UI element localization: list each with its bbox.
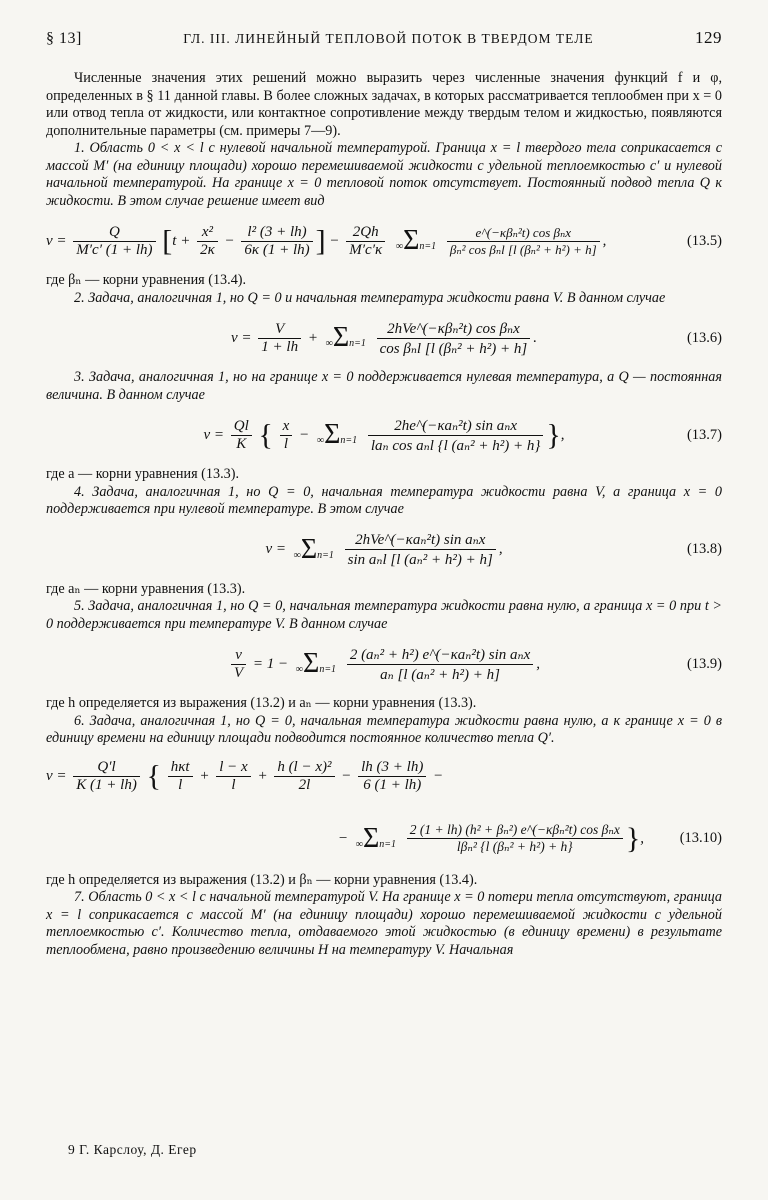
equation-13-6: v = $\frac{V}{1 + lh}$ + ∞Σn=1 $\frac{\text{2hVe\textasciicircum{}(−κβₙ²t) cos βₙx}}{\text{cos βₙl [l (βₙ² + h²) + h]}}$ . (13.6) xyxy=(231,320,722,357)
footer-signature: 9 Г. Карслоу, Д. Егер xyxy=(68,1142,197,1157)
problem-7-text: 7. Область 0 < x < l с начальной температурой V. На границе x = 0 потери тепла отсутствуют, граница x = l соприкасается с массой M′ (на единицу площади) хорошо перемешиваемой жидкости с удельной теплоемкостью c′. Количество тепла, отдаваемого этой жидкостью (в единицу времени) в результате теплообмена, равно произведению величины H на температуру V. Начальная xyxy=(46,889,722,958)
equation-label: (13.6) xyxy=(686,329,722,346)
sum-sign: ∞Σn=1 xyxy=(325,322,366,353)
fraction: $\frac{\text{hκt}}{l}$ xyxy=(168,759,193,794)
where-text: где h определяется из выражения (13.2) и βₙ — корни уравнения (13.4). xyxy=(46,871,478,888)
sum-sign: ∞Σn=1 xyxy=(395,225,437,256)
fraction: $\frac{2Qh}{M'c'\kappa}$ xyxy=(346,224,385,259)
fraction: $\frac{l - x}{l}$ xyxy=(216,759,250,794)
fraction: $\frac{Ql}{K}$ xyxy=(231,418,252,453)
sum-sign: ∞Σn=1 xyxy=(293,533,334,565)
problem-5-text: 5. Задача, аналогичная 1, но Q = 0, начальная температура жидкости равна нулю, а граница x = 0 при t > 0 поддерживается при температуре V. В данном случае xyxy=(46,598,722,632)
fraction: $\frac{lh (3 + lh)}{6 (1 + lh)}$ xyxy=(358,759,426,794)
fraction: $\frac{\text{2hVe\textasciicircum{}(−κaₙ²t) sin aₙx}}{\text{sin aₙl [l (aₙ² + h²) + h]}}$ xyxy=(345,530,496,569)
equation-13-9: $\frac{v}{V}$ = 1 − ∞Σn=1 $\frac{\text{2 (aₙ² + h²) e\textasciicircum{}(−κaₙ²t) sin aₙx}}{\text{aₙ [l (aₙ² + h²) + h]}}$ , (13.9) xyxy=(46,633,722,695)
equation-13-5: v = $\frac{Q}{M'c' (1 + lh)}$ [t + $\frac{\text{x²}}{2\kappa}$ − $\frac{\text{l² (3 + lh)}}{6\kappa (1 + lh)}$ ] − $\frac{2Qh}{M'c'\kappa}$ ∞Σn=1 $\frac{\text{e\textasciicircum{}(−κβₙ²t) cos βₙx}}{\text{βₙ² cos βₙl [l (βₙ² + h²) + h]}}$ , (13.5) xyxy=(46,223,722,258)
problem-1-text: 1. Область 0 < x < l с нулевой начальной температурой. Граница x = l твердого тела соприкасается с массой M′ (на единицу площади) хорошо перемешиваемой жидкости с удельной теплоемкостью c′ и нулевой начальной температурой. На границе x = 0 тепловой поток отсутствует. Постоянный подвод тепла Q к жидкости. В этом случае решение имеет вид xyxy=(46,140,722,209)
problem-6-text: 6. Задача, аналогичная 1, но Q = 0, начальная температура жидкости равна нулю, а к границе x = 0 в единицу времени на единицу площади подводится постоянное количество тепла Q′. xyxy=(46,712,722,746)
equation-13-7: v = $\frac{Ql}{K}$ { $\frac{x}{l}$ − ∞Σn=1 $\frac{\text{2he\textasciicircum{}(−κaₙ²t) sin aₙx}}{\text{laₙ cos aₙl \{l (aₙ² + h²) + h\}}}$ }, (13.7) xyxy=(203,417,722,454)
fraction: $\frac{Q}{M'c' (1 + lh)}$ xyxy=(73,224,155,259)
fraction: $\frac{\text{2 (1 + lh) (h² + βₙ²) e\textasciicircum{}(−κβₙ²t) cos βₙx}}{\text{lβₙ² \{l (βₙ² + h²) + h\}}}$ xyxy=(407,822,623,855)
fraction: $\frac{\text{2hVe\textasciicircum{}(−κβₙ²t) cos βₙx}}{\text{cos βₙl [l (βₙ² + h²) + h]}}$ xyxy=(377,319,531,358)
eq-term: t + xyxy=(172,232,191,249)
equation-13-8: v = ∞Σn=1 $\frac{\text{2hVe\textasciicircum{}(−κaₙ²t) sin aₙx}}{\text{sin aₙl [l (aₙ² + h²) + h]}}$ , (13.8) xyxy=(265,532,722,568)
where-text: где h определяется из выражения (13.2) и aₙ — корни уравнения (13.3). xyxy=(46,695,477,711)
sum-sign: ∞Σn=1 xyxy=(316,419,358,450)
page-number: 129 xyxy=(694,28,722,47)
equation-label: (13.5) xyxy=(686,232,722,249)
section-ref: § 13] xyxy=(46,30,82,47)
fraction: $\frac{\text{h (l − x)²}}{2l}$ xyxy=(274,759,334,794)
fraction: $\frac{V}{1 + lh}$ xyxy=(258,321,301,356)
fraction: $\frac{\text{2 (aₙ² + h²) e\textasciicircum{}(−κaₙ²t) sin aₙx}}{\text{aₙ [l (aₙ² + h²) + h]}}$ xyxy=(347,645,533,684)
fraction: $\frac{x}{l}$ xyxy=(280,418,293,453)
problem-4-text: 4. Задача, аналогичная 1, но Q = 0, начальная температура жидкости равна V, а граница x = 0 поддерживается при нулевой температуре. В этом случае xyxy=(46,483,722,517)
fraction: $\frac{\text{x²}}{2\kappa}$ xyxy=(197,224,218,259)
equation-13-10-line-1: v = $\frac{Q'l}{K (1 + lh)}$ { $\frac{\text{hκt}}{l}$ + $\frac{l - x}{l}$ + $\frac{\text{h (l − x)²}}{2l}$ − $\frac{lh (3 + lh)}{6 (1 + lh)}$ − xyxy=(46,759,444,793)
equation-label: (13.9) xyxy=(686,655,722,672)
chapter-title: ГЛ. III. ЛИНЕЙНЫЙ ТЕПЛОВОЙ ПОТОК В ТВЕРДОМ ТЕЛЕ xyxy=(183,31,594,46)
fraction: $\frac{v}{V}$ xyxy=(231,647,246,682)
running-header xyxy=(46,28,722,48)
problem-3-text: 3. Задача, аналогичная 1, но на границе x = 0 поддерживается нулевая температура, а Q — постоянная величина. В данном случае xyxy=(46,369,722,403)
equation-label: (13.7) xyxy=(686,426,722,443)
sum-sign: ∞Σn=1 xyxy=(355,822,397,854)
where-text: где aₙ — корни уравнения (13.3). xyxy=(46,580,246,597)
equation-label: (13.10) xyxy=(679,830,722,846)
where-text: где a — корни уравнения (13.3). xyxy=(46,466,239,482)
page xyxy=(46,28,722,959)
fraction: $\frac{\text{e\textasciicircum{}(−κβₙ²t) cos βₙx}}{\text{βₙ² cos βₙl [l (βₙ² + h²) + h]}}$ xyxy=(447,225,600,258)
fraction: $\frac{Q'l}{K (1 + lh)}$ xyxy=(73,759,140,794)
equation-13-10-line-2: − ∞Σn=1 $\frac{\text{2 (1 + lh) (h² + βₙ²) e\textasciicircum{}(−κβₙ²t) cos βₙx}}{\text{lβₙ² \{l (βₙ² + h²) + h\}}}$ }, (13.10) xyxy=(337,821,722,855)
equation-label: (13.8) xyxy=(686,541,722,557)
where-text: где βₙ — корни уравнения (13.4). xyxy=(46,272,247,288)
eq-lhs: v = xyxy=(46,232,67,249)
intro-paragraph: Численные значения этих решений можно выразить через численные значения функций f и φ, определенных в § 11 данной главы. В более сложных задачах, в которых рассматривается теплообмен при x = 0 или отвод тепла от жидкости, или контактное сопротивление между твердым телом и жидкостью, появляются дополнительные параметры (см. примеры 7—9). xyxy=(46,70,722,139)
sum-sign: ∞Σn=1 xyxy=(295,648,337,679)
problem-2-text: 2. Задача, аналогичная 1, но Q = 0 и начальная температура жидкости равна V. В данном случае xyxy=(74,289,666,306)
fraction: $\frac{\text{2he\textasciicircum{}(−κaₙ²t) sin aₙx}}{\text{laₙ cos aₙl \{l (aₙ² + h²) + h\}}}$ xyxy=(368,416,543,455)
fraction: $\frac{\text{l² (3 + lh)}}{6\kappa (1 + lh)}$ xyxy=(241,224,312,259)
